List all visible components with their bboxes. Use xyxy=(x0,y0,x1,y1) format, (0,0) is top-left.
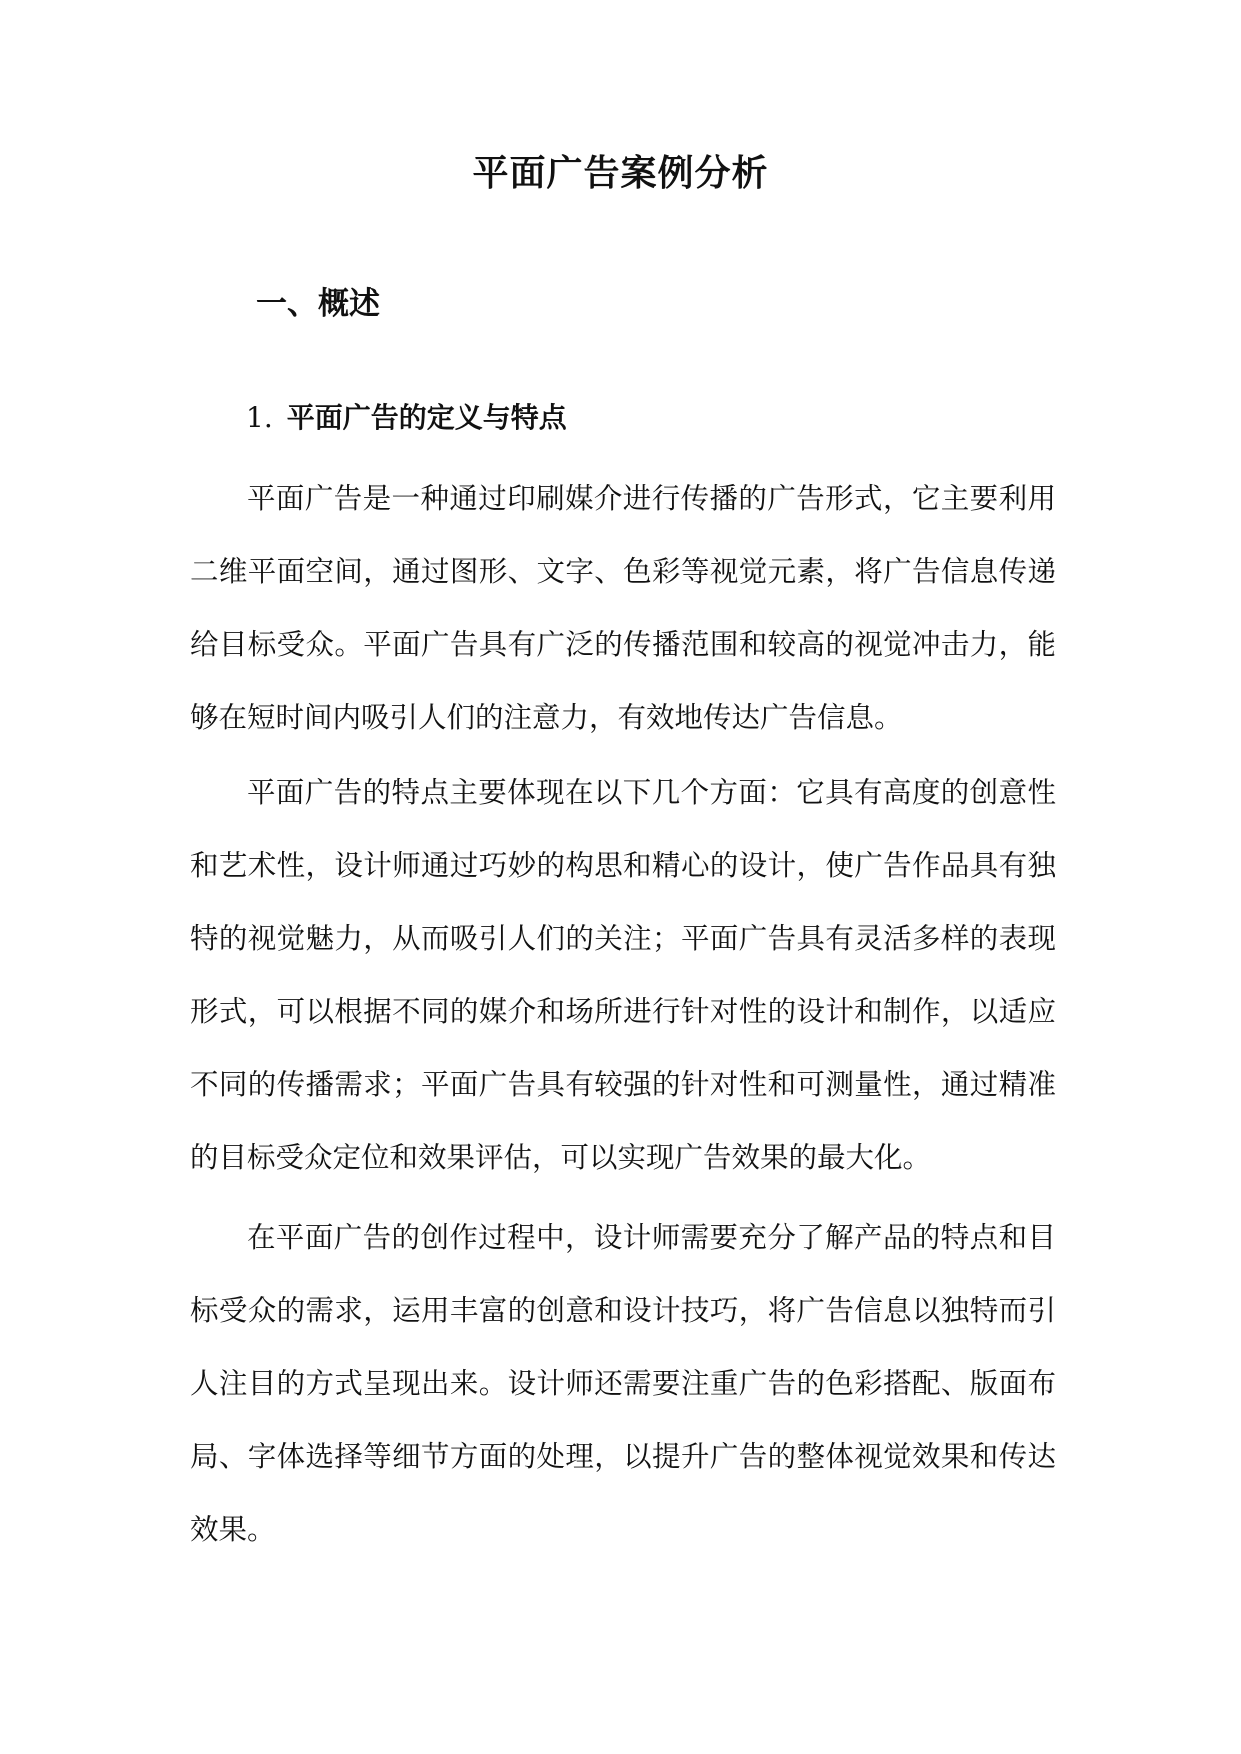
body-paragraph: 在平面广告的创作过程中，设计师需要充分了解产品的特点和目标受众的需求，运用丰富的创意和设计技巧，将广告信息以独特而引人注目的方式呈现出来。设计师还需要注重广告的色彩搭配、版面布局、字体选择等细节方面的处理，以提升广告的整体视觉效果和传达效果。 xyxy=(190,1221,1056,1546)
subsection-number: 1. xyxy=(246,401,273,434)
body-paragraph: 平面广告是一种通过印刷媒介进行传播的广告形式，它主要利用二维平面空间，通过图形、文字、色彩等视觉元素，将广告信息传递给目标受众。平面广告具有广泛的传播范围和较高的视觉冲击力，能够在短时间内吸引人们的注意力，有效地传达广告信息。 xyxy=(190,482,1056,734)
section-heading: 一、概述 xyxy=(256,286,380,322)
body-paragraph: 平面广告的特点主要体现在以下几个方面：它具有高度的创意性和艺术性，设计师通过巧妙的构思和精心的设计，使广告作品具有独特的视觉魅力，从而吸引人们的关注；平面广告具有灵活多样的表现形式，可以根据不同的媒介和场所进行针对性的设计和制作，以适应不同的传播需求；平面广告具有较强的针对性和可测量性，通过精准的目标受众定位和效果评估，可以实现广告效果的最大化。 xyxy=(190,776,1056,1174)
subsection-title: 平面广告的定义与特点 xyxy=(286,401,567,434)
subsection-heading xyxy=(246,398,567,438)
document-title: 平面广告案例分析 xyxy=(472,152,769,194)
